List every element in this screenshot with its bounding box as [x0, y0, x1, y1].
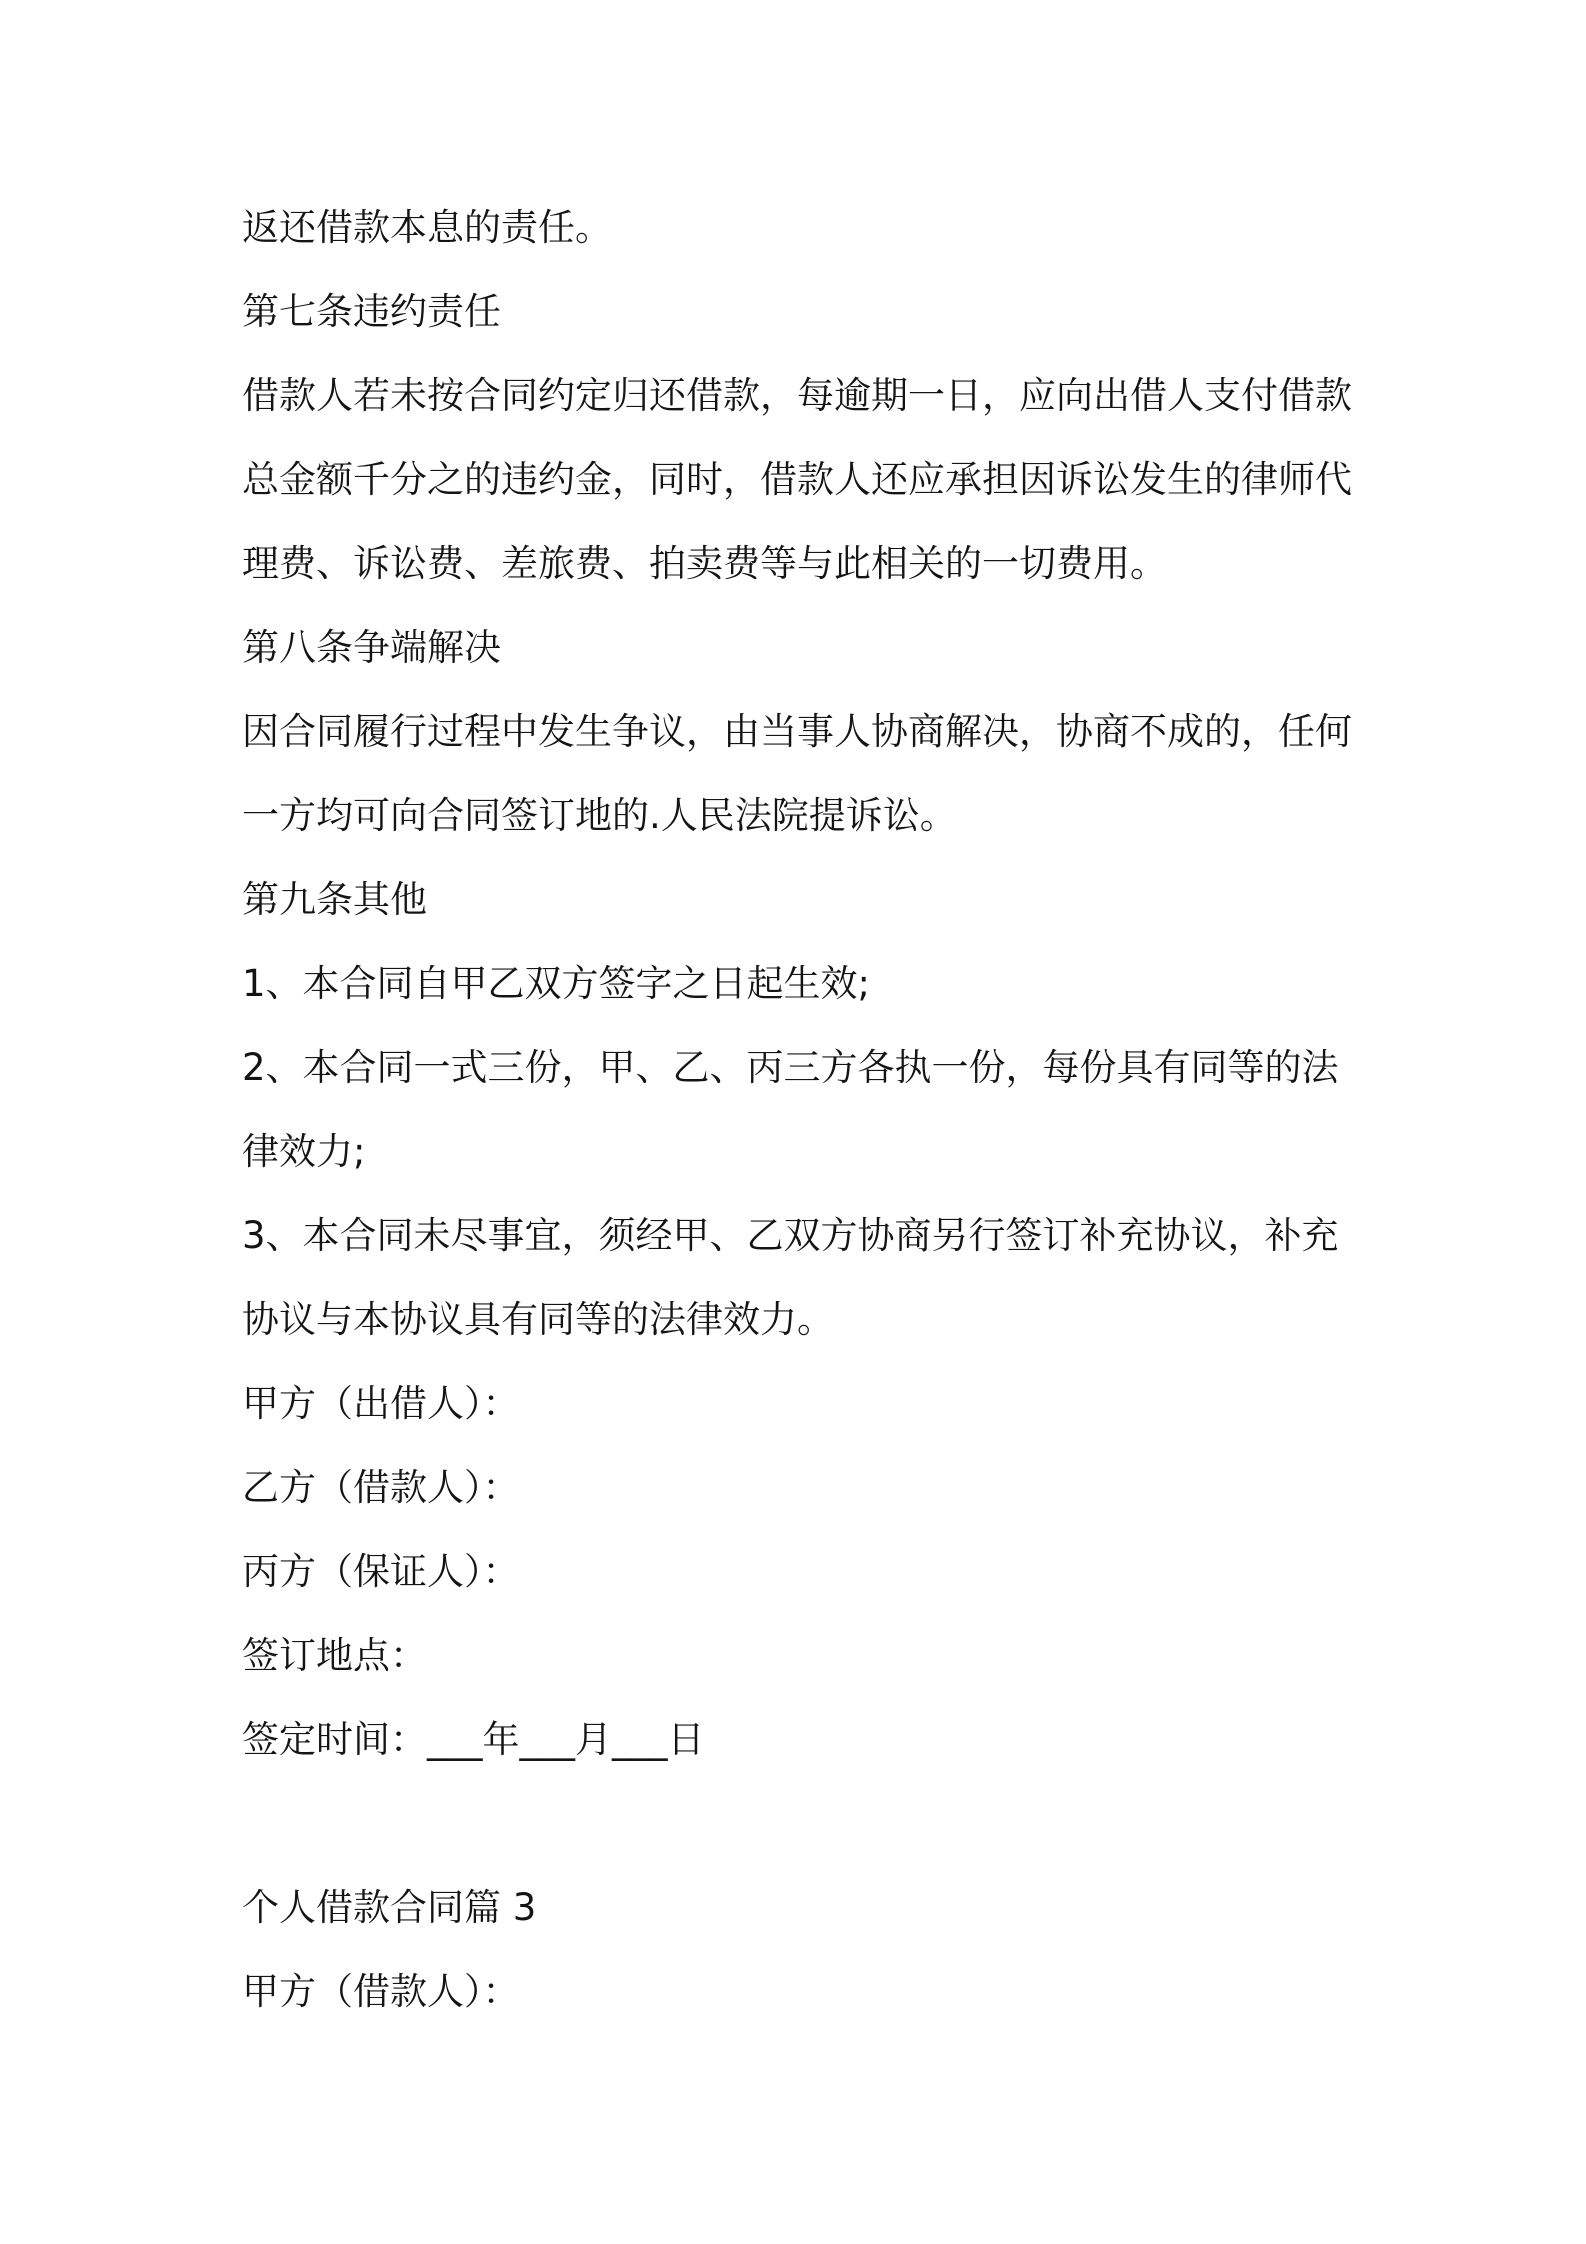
paragraph-line: 总金额千分之的违约金，同时，借款人还应承担因诉讼发生的律师代 [242, 458, 1352, 501]
clause-line: 律效力; [242, 1130, 366, 1173]
next-contract-party-a: 甲方（借款人）： [242, 1970, 520, 2013]
guarantor-signature-label: 丙方（保证人）： [242, 1550, 520, 1593]
article-9-heading: 第九条其他 [242, 878, 427, 921]
paragraph-line: 理费、诉讼费、差旅费、拍卖费等与此相关的一切费用。 [242, 542, 1167, 585]
paragraph-line: 借款人若未按合同约定归还借款，每逾期一日，应向出借人支付借款 [242, 374, 1352, 417]
signing-place-label: 签订地点： [242, 1634, 427, 1677]
borrower-signature-label: 乙方（借款人）： [242, 1466, 520, 1509]
article-9 [242, 858, 1586, 1362]
clause-line: 3、本合同未尽事宜，须经甲、乙双方协商另行签订补充协议，补充 [242, 1214, 1339, 1257]
clause-line: 协议与本协议具有同等的法律效力。 [242, 1298, 834, 1341]
continued-text: 返还借款本息的责任。 [242, 206, 612, 249]
clause-2 [242, 1026, 1586, 1194]
clause-line: 2、本合同一式三份，甲、乙、丙三方各执一份，每份具有同等的法 [242, 1046, 1339, 1089]
section-gap [242, 1782, 1586, 1866]
clause-1 [242, 942, 1586, 1026]
signing-date-label: 签定时间：___年___月___日 [242, 1718, 705, 1761]
article-7-heading: 第七条违约责任 [242, 290, 501, 333]
clause-line: 1、本合同自甲乙双方签字之日起生效; [242, 962, 871, 1005]
next-contract [242, 1866, 1586, 2034]
clause-3 [242, 1194, 1586, 1362]
article-8 [242, 606, 1586, 858]
paragraph-line: 一方均可向合同签订地的.人民法院提诉讼。 [242, 794, 957, 837]
article-7-body [242, 354, 1586, 606]
article-8-body [242, 690, 1586, 858]
article-8-heading: 第八条争端解决 [242, 626, 501, 669]
lender-signature-label: 甲方（出借人）： [242, 1382, 520, 1425]
article-7 [242, 270, 1586, 606]
next-contract-title: 个人借款合同篇 3 [242, 1886, 537, 1929]
paragraph-line: 因合同履行过程中发生争议，由当事人协商解决，协商不成的，任何 [242, 710, 1352, 753]
signature-block [242, 1362, 1586, 1782]
